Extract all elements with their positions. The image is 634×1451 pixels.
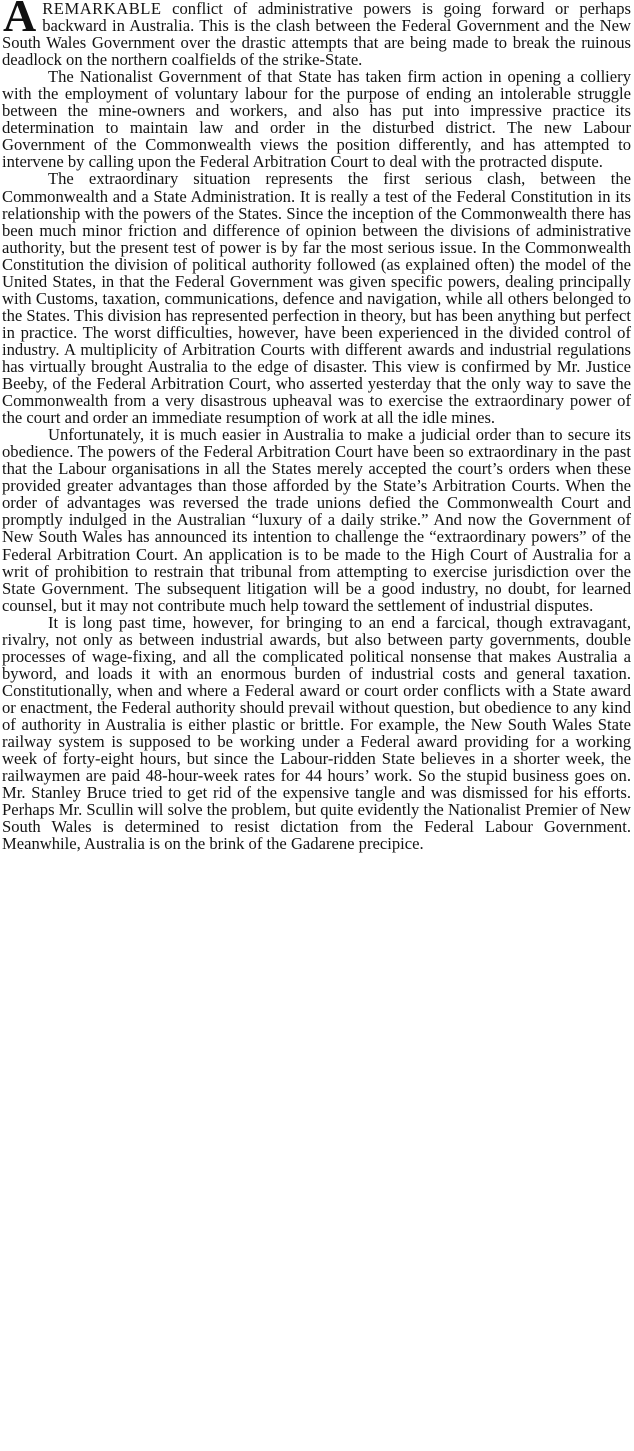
- drop-cap: A: [3, 0, 37, 41]
- article-paragraph-4: Unfortunately, it is much easier in Australia to make a judicial order than to secure its obedience. The powers of the Federal Arbitration Court have been so extraordinary in the past that the Labour organisations in all the States merely accepted the court’s orders when these provided greater advantages than those afforded by the State’s Arbitration Courts. When the order of advantages was reversed the trade unions defied the Commonwealth Court and promptly indulged in the Australian “luxury of a daily strike.” And now the Government of New South Wales has announced its intention to challenge the “extraordinary powers” of the Federal Arbitration Court. An application is to be made to the High Court of Australia for a writ of prohibition to restrain that tribunal from attempting to exercise jurisdiction over the State Government. The subsequent litigation will be a good industry, no doubt, for learned counsel, but it may not contribute much help toward the settlement of industrial disputes.: [2, 425, 631, 615]
- article-paragraph-5: It is long past time, however, for bringing to an end a farcical, though extravagant, rivalry, not only as between industrial awards, but also between party governments, double processes of wage-fixing, and all the complicated political nonsense that makes Australia a byword, and loads it with an enormous burden of industrial costs and general taxation. Constitutionally, when and where a Federal award or court order conflicts with a State award or enactment, the Federal authority should prevail without question, but obedience to any kind of authority in Australia is either plastic or brittle. For example, the New South Wales State railway system is supposed to be working under a Federal award providing for a working week of forty-eight hours, but since the Labour-ridden State believes in a shorter week, the railwaymen are paid 48-hour-week rates for 44 hours’ work. So the stupid business goes on. Mr. Stanley Bruce tried to get rid of the expensive tangle and was dismissed for his efforts. Perhaps Mr. Scullin will solve the problem, but quite evidently the Nationalist Premier of New South Wales is determined to resist dictation from the Federal Labour Government. Meanwhile, Australia is on the brink of the Gadarene precipice.: [2, 612, 631, 854]
- lead-word: REMARKABLE: [42, 0, 162, 18]
- article-paragraph-1: [2, 0, 631, 68]
- article-paragraph-2: The Nationalist Government of that State has taken firm action in opening a colliery with the employment of voluntary labour for the purpose of ending an intolerable struggle between the mine-owners and workers, and also has put into impressive practice its determination to maintain law and order in the disturbed district. The new Labour Government of the Commonwealth views the position differently, and has attempted to intervene by calling upon the Federal Arbitration Court to deal with the protracted dispute.: [2, 67, 631, 172]
- article-paragraph-3: The extraordinary situation represents the first serious clash, between the Commonwealth and a State Administration. It is really a test of the Federal Constitution in its relationship with the powers of the States. Since the inception of the Commonwealth there has been much minor friction and difference of opinion between the divisions of administrative authority, but the present test of power is by far the most serious issue. In the Commonwealth Constitution the division of political authority followed (as explained often) the model of the United States, in that the Federal Government was given specific powers, dealing principally with Customs, taxation, communications, defence and navigation, while all others belonged to the States. This division has represented perfection in theory, but has been anything but perfect in practice. The worst difficulties, however, have been experienced in the divided control of industry. A multiplicity of Arbitration Courts with different awards and industrial regulations has virtually brought Australia to the edge of disaster. This view is confirmed by Mr. Justice Beeby, of the Federal Arbitration Court, who asserted yesterday that the only way to save the Commonwealth from a very disastrous upheaval was to exercise the extraordinary power of the court and order an immediate resumption of work at all the idle mines.: [2, 169, 632, 428]
- paragraph-1-text: conflict of administrative powers is going forward or perhaps backward in Australia. This is the clash between the Federal Government and the New South Wales Government over the drastic attempts that are being made to break the ruinous deadlock on the northern coalfields of the strike-State.: [2, 0, 631, 70]
